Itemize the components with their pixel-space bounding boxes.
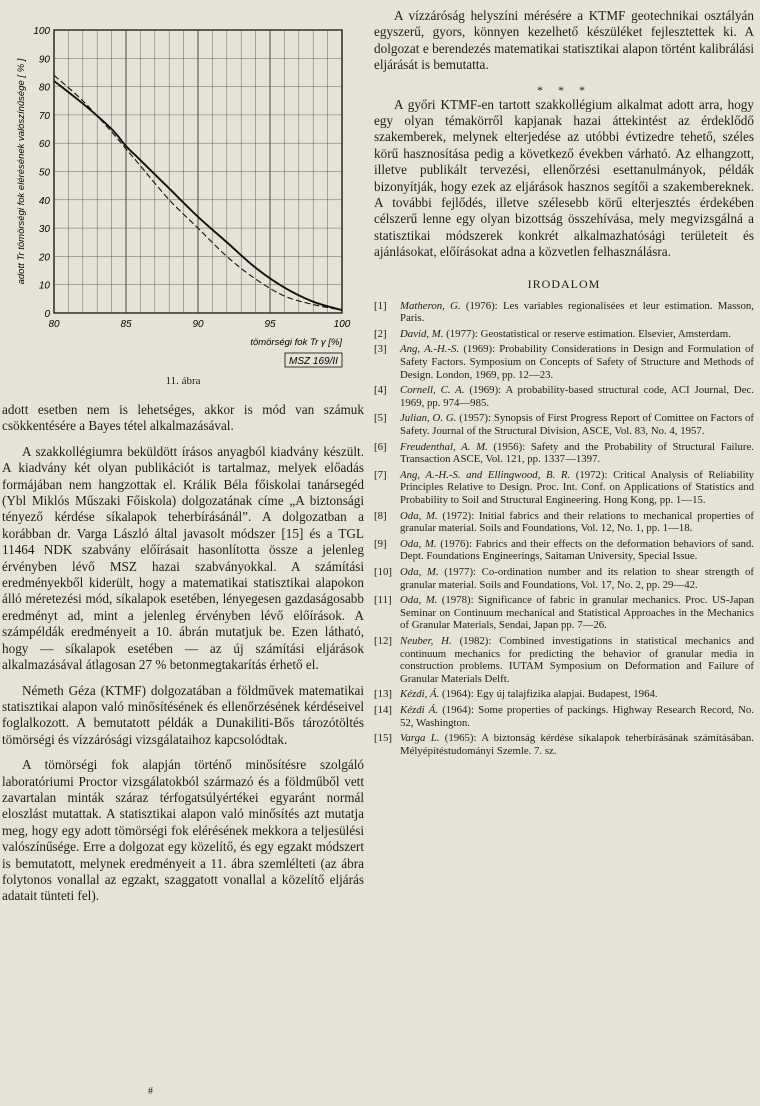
left-body-text: [2, 402, 364, 905]
reference-number: [12]: [374, 634, 392, 647]
reference-author: David, M.: [400, 327, 444, 340]
reference-number: [14]: [374, 703, 392, 716]
reference-author: Neuber, H.: [400, 634, 452, 647]
x-tick-label: 95: [264, 319, 276, 330]
y-tick-label: 40: [38, 195, 50, 207]
reference-item: [374, 300, 754, 325]
reference-author: Oda, M.: [400, 594, 438, 607]
reference-item: [374, 594, 754, 632]
reference-text: (1969): A probability-based structural code, ACI Journal, Dec. 1969, pp. 974—985.: [400, 384, 754, 409]
reference-number: [2]: [374, 327, 387, 340]
reference-author: Matheron, G.: [400, 299, 461, 312]
reference-item: [374, 566, 754, 591]
reference-item: [374, 469, 754, 507]
paragraph: A vízzáróság helyszíni mérésére a KTMF geotechnikai osztályán egyszerű, gyors, könnyen kezelhető készüléket fejlesztettek ki. A dolgozat e berendezés matematikai statisztikai alapon történt kalibrálási eljárását is bemutatta.: [374, 8, 754, 73]
reference-author: Varga L.: [400, 732, 440, 745]
y-tick-label: 100: [33, 26, 50, 37]
left-column: [2, 0, 364, 905]
paragraph: A szakkollégiumra beküldött írásos anyagból kiadvány készült. A kiadvány két olyan publikációt is tartalmaz, melyek előadás formájában nem hangzottak el. Králik Béla főiskolai tanársegéd (Ybl Miklós Műszaki Főiskola) dolgozatának címe „A biztonsági tényező kérdése síkalapok teherbírásánál”. A dolgozatban a korábban dr. Varga László által javasolt módszer [15] és a TGL 11464 NDK szabvány előírásait hasonlította össze a jelenleg érvényben lévő MSZ hazai szabványokkal. A számítási eredményekből kiderült, hogy a matematikai statisztikai alapokon álló méretezési mód, síkalapok esetében, lényegesen gazdaságosabb eredményt ad, mint a jelenleg érvényben lévő előírások. A számpéldák eredményeit a 10. ábrán mutatjuk be. Ezen látható, hogy — síkalapok esetében — az új számítási eljárások alkalmazásával átlagosan 27 % betonmegtakarítás érhető el.: [2, 443, 364, 673]
reference-number: [4]: [374, 384, 387, 397]
reference-text: (1978): Significance of fabric in granular mechanics. Proc. US-Japan Seminar on Continuum mechanical and Statistical Approaches in the Mechanics of Granular Materials, Sendai, Japan pp. 7—26.: [400, 594, 755, 632]
reference-item: [374, 538, 754, 563]
paragraph: A győri KTMF-en tartott szakkollégium alkalmat adott arra, hogy egy olyan témakörről kapjanak hazai áttekintést az érdeklődő szakemberek, melynek elterjedése az utóbbi évtizedre tehető, széles körű hasznosítása pedig a következő években várható. Az elhangzott, illetve publikált tervezési, ellenőrzési esettanulmányok, példák bizonyítják, hogy ezek az eljárások hasznos segítői a szakembereknek. A további fejlődés, illetve szélesebb körű elterjesztés érdekében célszerű lenne egy olyan bizottság összehívása, mely megvizsgálná a statisztikai módszerek konkrét alkalmazhatósági területeit és ajánlásokat, előírásokat adna a közvetlen felhasználásra.: [374, 96, 754, 260]
references-heading: IRODALOM: [527, 276, 601, 291]
reference-text: (1969): Probability Considerations in Design and Formulation of Safety Factors. Symposium on Concepts of Safety of Structure and Methods of Design. London, 1969, pp. 12—23.: [400, 343, 754, 381]
reference-text: (1982): Combined investigations in statistical mechanics and continuum mechanics for predicting the behavior of granular media in construction problems. IUTAM Symposium on Deformation and Failure of Granular Materials Delft.: [400, 634, 755, 685]
reference-text: (1964): Egy új talajfizika alapjai. Budapest, 1964.: [439, 688, 658, 701]
reference-number: [1]: [374, 299, 387, 312]
reference-text: (1972): Initial fabrics and their relations to mechanical properties of granular material. Soils and Foundations, Vol. 12, No. 1, pp. 1—18.: [400, 509, 754, 535]
reference-item: [374, 343, 754, 381]
page-mark: #: [148, 1086, 153, 1097]
paragraph: Németh Géza (KTMF) dolgozatában a földművek matematikai statisztikai alapon való minősítésének és ellenőrzésének kérdéseivel foglalkozott. A bemutatott példák a Dunakiliti-Bős tározótöltés tömörségi és vízzárósági vizsgálataihoz kapcsolódtak.: [2, 682, 364, 747]
reference-text: (1957): Synopsis of First Progress Report of Comittee on Factors of Safety. Journal of the Structural Division, ASCE, Vol. 83, No. 4, 1957.: [400, 412, 754, 438]
reference-number: [3]: [374, 343, 387, 356]
reference-number: [10]: [374, 565, 392, 578]
reference-text: (1972): Critical Analysis of Reliability Principles Relative to Design. Proc. Int. Conf. on Applications of Statistics and Probability to Soil and Structural Engineering. Hong Kong, pp. 1—15.: [400, 468, 754, 506]
x-tick-label: 90: [192, 319, 204, 330]
reference-author: Julian, O. G.: [400, 412, 457, 425]
y-tick-label: 80: [38, 82, 50, 94]
reference-item: [374, 688, 754, 701]
reference-item: [374, 732, 754, 757]
x-tick-label: 85: [120, 319, 132, 330]
reference-author: Oda, M.: [400, 537, 437, 550]
reference-item: [374, 635, 754, 685]
reference-number: [11]: [374, 594, 392, 607]
reference-author: Kézdi Á.: [400, 703, 439, 716]
y-tick-label: 90: [38, 54, 50, 66]
reference-author: Cornell, C. A.: [400, 384, 465, 397]
reference-number: [9]: [374, 537, 387, 550]
x-tick-label: 100: [333, 319, 351, 330]
y-axis-label: adott Tr tömörségi fok elérésének valószínűsége [ % ]: [16, 58, 27, 285]
x-axis-label: tömörségi fok Tr γ [%]: [250, 337, 342, 348]
y-tick-label: 50: [38, 167, 50, 179]
figure-caption: 11. ábra: [165, 375, 201, 387]
paragraph: A tömörségi fok alapján történő minősítésre szolgáló laboratóriumi Proctor vizsgálatokból származó és a földműből vett zavartalan minták száraz térfogatsúlyértékei egyaránt normál eloszlást mutattak. A statisztikai alapon való minősítés azt mutatja meg, hogy egy adott tömörségi fok elérésének mekkora a teljesülési valószínűsége. Erre a dolgozat egy közelítő, és egy egzakt módszert is bemutatott, melynek eredményeit a 11. ábra szemlélteti (az ábra folytonos vonallal az egzakt, szaggatott vonallal a közelítő eljárás adatait tünteti fel).: [2, 757, 364, 904]
reference-list: [374, 300, 754, 758]
reference-number: [13]: [374, 688, 392, 701]
y-tick-label: 10: [38, 280, 50, 292]
reference-item: [374, 510, 754, 535]
y-tick-label: 60: [38, 139, 50, 151]
reference-author: Freudenthal, A. M.: [400, 440, 488, 453]
reference-text: (1977): Geostatistical or reserve estimation. Elsevier, Amsterdam.: [443, 327, 731, 340]
reference-number: [15]: [374, 732, 392, 745]
x-tick-label: 80: [48, 319, 60, 330]
paragraph: adott esetben nem is lehetséges, akkor is mód van számuk csökkentésére a Bayes tétel alkalmazásával.: [2, 402, 364, 434]
reference-number: [8]: [374, 509, 387, 522]
stamp-label: MSZ 169/II: [289, 356, 338, 367]
probability-chart: [2, 0, 364, 370]
reference-author: Kézdi, Á.: [400, 688, 440, 701]
section-separator: * * *: [537, 82, 591, 97]
reference-number: [7]: [374, 468, 387, 481]
reference-author: Ang, A.-H.-S.: [400, 343, 460, 356]
reference-text: (1956): Safety and the Probability of Structural Failure. Transaction ASCE, Vol. 121, pp. 1337—1397.: [400, 440, 754, 466]
reference-author: Oda, M.: [400, 509, 438, 522]
right-body-text: [374, 8, 754, 261]
reference-author: Ang, A.-H.-S. and Ellingwood, B. R.: [400, 468, 571, 481]
reference-item: [374, 384, 754, 409]
reference-text: (1977): Co-ordination number and its relation to shear strength of granular material. Soils and Foundations, Vol. 17, No. 2, pp. 29—42.: [400, 565, 754, 591]
y-tick-label: 20: [38, 252, 50, 264]
figure-11: [2, 0, 364, 400]
reference-item: [374, 328, 754, 341]
right-column: [374, 0, 754, 760]
reference-item: [374, 412, 754, 437]
reference-author: Oda, M.: [400, 565, 439, 578]
reference-text: (1964): Some properties of packings. Highway Research Record, No. 52, Washington.: [400, 703, 754, 729]
reference-number: [6]: [374, 440, 387, 453]
y-tick-label: 30: [38, 224, 50, 236]
y-tick-label: 70: [38, 110, 50, 122]
reference-text: (1976): Les variables regionalisées et leur estimation. Masson, Paris.: [400, 299, 754, 325]
y-tick-label: 0: [44, 309, 50, 320]
reference-item: [374, 441, 754, 466]
reference-number: [5]: [374, 412, 387, 425]
reference-item: [374, 704, 754, 729]
reference-text: (1976): Fabrics and their effects on the deformation behaviors of sand. Dept. Foundations Engineerings, Saitaman University, Special Issue.: [400, 537, 754, 563]
reference-text: (1965): A biztonság kérdése síkalapok teherbírásának számításában. Mélyépítéstudományi Szemle. 7. sz.: [400, 732, 754, 757]
